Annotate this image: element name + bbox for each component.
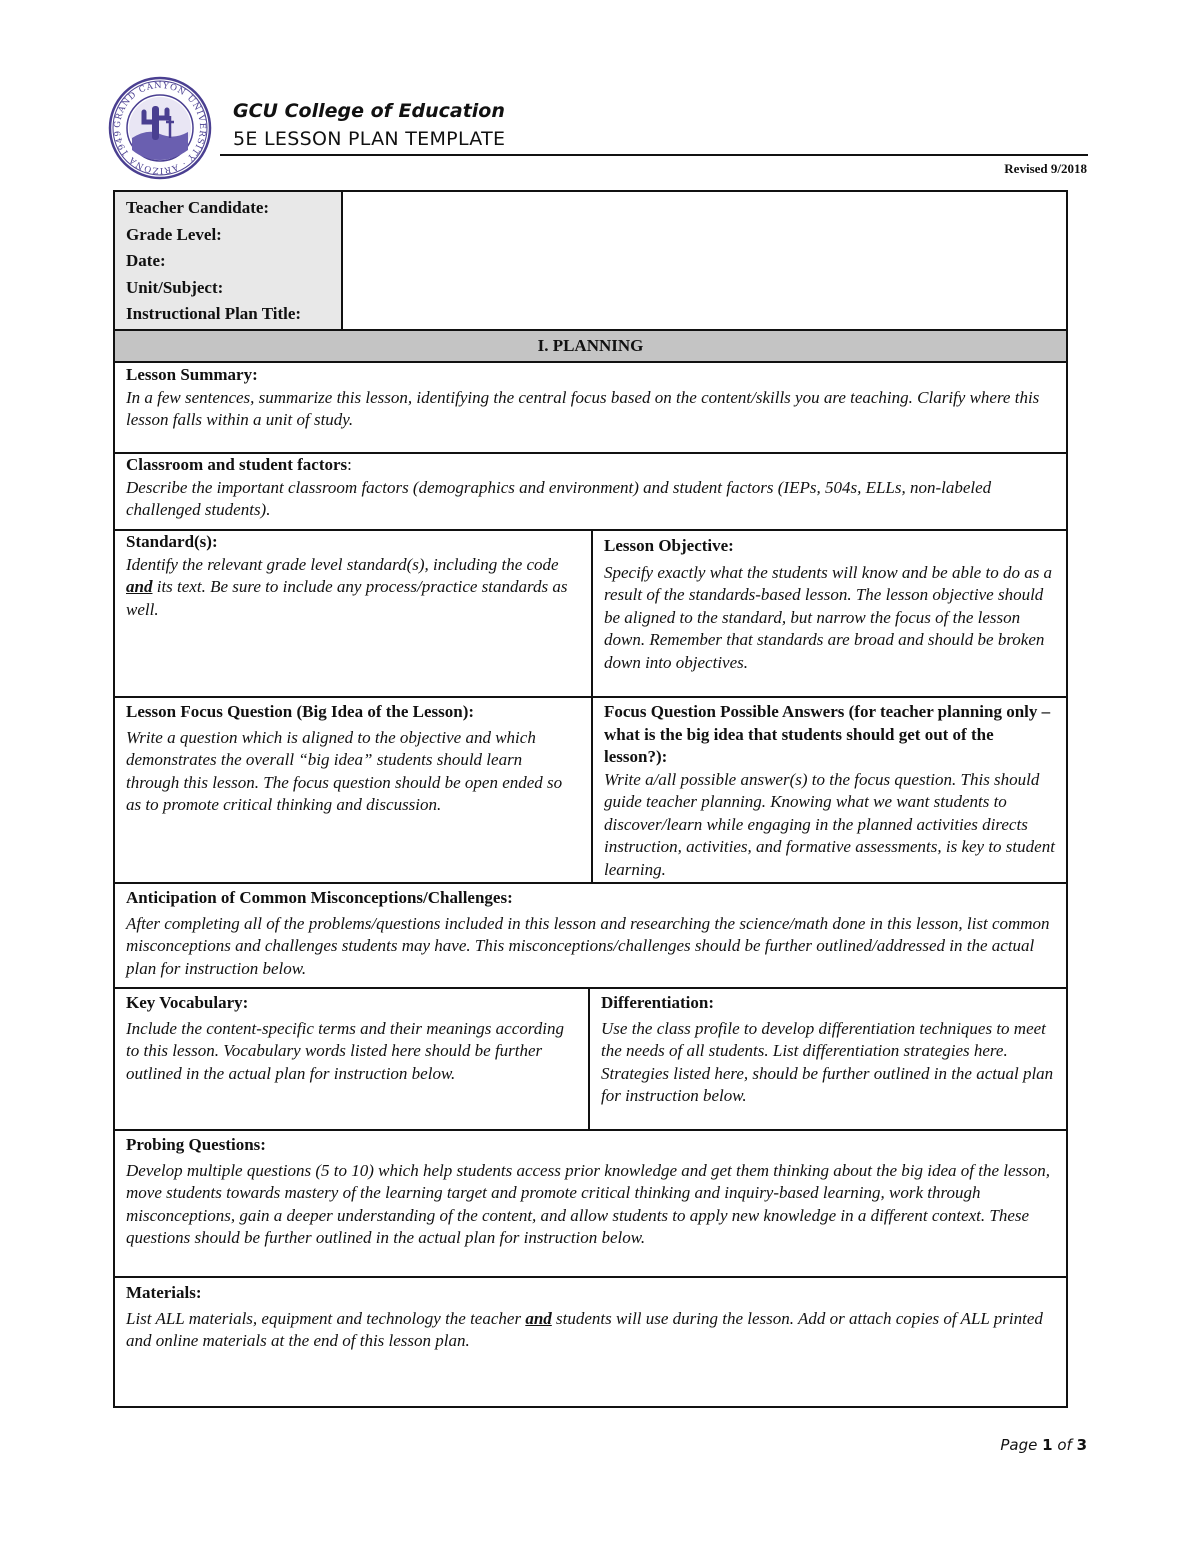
revised-date: Revised 9/2018	[1004, 161, 1087, 176]
differentiation-desc: Use the class profile to develop differentiation techniques to meet the needs of all students. List differentiation strategies here. Strategies listed here, should be further outlined in the actual plan for instruction below.	[601, 1018, 1054, 1105]
vocabulary-label: Key Vocabulary:	[126, 993, 249, 1012]
classroom-factors-label: Classroom and student factors	[126, 455, 348, 474]
focus-question-label: Lesson Focus Question (Big Idea of the Lesson):	[126, 702, 475, 721]
focus-answers-desc: Write a/all possible answer(s) to the focus question. This should guide teacher planning. Knowing what we want students to discover/learn while engaging in the planned activities directs instruction, activities, and formative assessments, is key to student learning.	[604, 769, 1055, 879]
differentiation-label: Differentiation:	[601, 993, 714, 1012]
vocabulary-desc: Include the content-specific terms and their meanings according to this lesson. Vocabulary words listed here should be further outlined in the actual plan for instruction below.	[126, 1018, 564, 1083]
probing-questions-desc: Develop multiple questions (5 to 10) which help students access prior knowledge and get them thinking about the big idea of the lesson, move students towards mastery of the learning target and promote critical thinking and inquiry-based learning, work through misconceptions, gain a deeper understanding of the content, and allow students to apply new knowledge in a different context. These questions should be further outlined in the actual plan for instruction below.	[126, 1160, 1050, 1247]
svg-text:GRAND CANYON UNIVERSITY · ARIZ: GRAND CANYON UNIVERSITY · ARIZONA 1949	[112, 80, 208, 176]
lesson-objective-cell[interactable]	[593, 531, 1066, 696]
standards-desc: Identify the relevant grade level standard(s), including the code and its text. Be sure to include any process/practice standards as well.	[126, 554, 568, 619]
classroom-factors-desc: Describe the important classroom factors (demographics and environment) and student factors (IEPs, 504s, ELLs, non-labeled challenged students).	[126, 477, 992, 519]
lesson-objective-desc: Specify exactly what the students will know and be able to do as a result of the standards-based lesson. The lesson objective should be aligned to the standard, but narrow the focus of the lesson down. Remember that standards are broad and should be broken down into objectives.	[604, 562, 1053, 672]
misconceptions-label: Anticipation of Common Misconceptions/Challenges:	[126, 888, 513, 907]
focus-answers-label: Focus Question Possible Answers (for teacher planning only – what is the big idea that students should get out of the lesson?):	[604, 702, 1051, 766]
lesson-summary-desc: In a few sentences, summarize this lesson, identifying the central focus based on the content/skills you are teaching. Clarify where this lesson falls within a unit of study.	[126, 387, 1040, 429]
focus-answers-cell[interactable]	[593, 698, 1066, 882]
materials-desc: List ALL materials, equipment and technology the teacher and students will use during the lesson. Add or attach copies of ALL printed and online materials at the end of this lesson plan.	[126, 1308, 1043, 1350]
lesson-summary-label: Lesson Summary:	[126, 365, 258, 384]
focus-question-desc: Write a question which is aligned to the objective and which demonstrates the overall “big idea” students should learn through this lesson. The focus question should be open ended so as to promote critical thinking and discussion.	[126, 727, 563, 814]
template-title: 5E LESSON PLAN TEMPLATE	[233, 128, 506, 150]
differentiation-cell[interactable]	[590, 989, 1066, 1129]
info-labels-cell	[115, 192, 343, 329]
materials-label: Materials:	[126, 1283, 202, 1302]
standards-cell[interactable]	[115, 531, 590, 696]
planning-section-header	[115, 331, 1066, 361]
header-rule	[220, 154, 1088, 156]
page-number: Page 1 of 3	[1000, 1436, 1087, 1454]
planning-section-title: I. PLANNING	[537, 336, 644, 355]
standards-label: Standard(s):	[126, 532, 218, 551]
classroom-factors-cell[interactable]: Classroom and student factors: Describe the important classroom factors (demographics and environment) and student factors (IEPs, 504s, ELLs, non-labeled challenged students).	[115, 454, 1066, 529]
info-values-cell[interactable]	[343, 192, 1066, 329]
plan-title-label: Instructional Plan Title:	[126, 304, 302, 323]
probing-questions-cell[interactable]	[115, 1131, 1066, 1276]
misconceptions-cell[interactable]	[115, 884, 1066, 987]
unit-subject-label: Unit/Subject:	[126, 277, 224, 297]
teacher-candidate-label: Teacher Candidate:	[126, 198, 270, 217]
date-label: Date:	[126, 251, 166, 270]
university-seal-logo	[108, 76, 212, 180]
grade-level-label: Grade Level:	[126, 224, 222, 244]
misconceptions-desc: After completing all of the problems/questions included in this lesson and researching the science/math done in this lesson, list common misconceptions and challenges students may have. This misconceptions/challenges should be further outlined/addressed in the actual plan for instruction below.	[126, 913, 1050, 978]
probing-questions-label: Probing Questions:	[126, 1135, 266, 1154]
materials-cell[interactable]	[115, 1278, 1066, 1406]
lesson-objective-label: Lesson Objective:	[604, 536, 734, 555]
lesson-plan-form	[113, 190, 1068, 1408]
college-name: GCU College of Education	[233, 100, 505, 122]
lesson-summary-cell[interactable]	[115, 362, 1066, 452]
vocabulary-cell[interactable]	[115, 989, 587, 1129]
focus-question-cell[interactable]	[115, 698, 590, 882]
